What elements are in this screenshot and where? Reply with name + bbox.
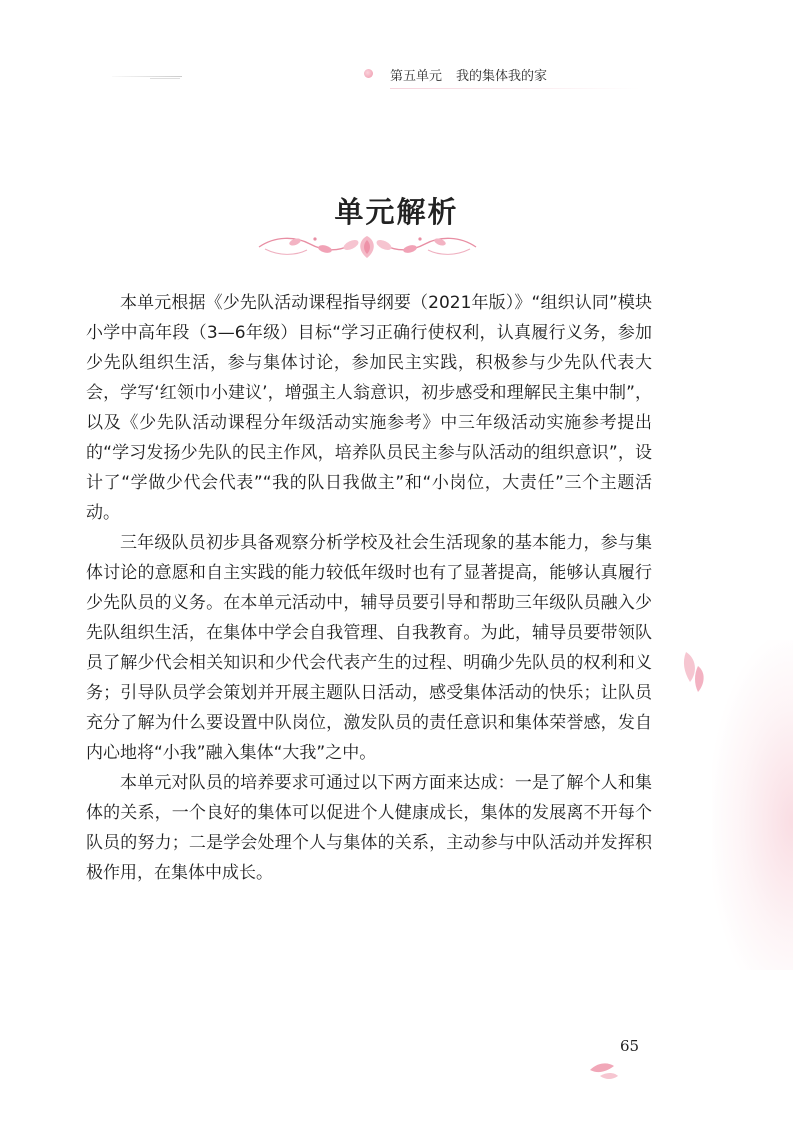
page-number: 65 <box>620 1037 640 1055</box>
side-blush-decoration <box>712 640 793 970</box>
header-unit: 第五单元 <box>390 69 443 84</box>
body-text <box>86 288 652 888</box>
paragraph-2: 三年级队员初步具备观察分析学校及社会生活现象的基本能力，参与集体讨论的意愿和自主实践的能力较低年级时也有了显著提高，能够认真履行少先队员的义务。在本单元活动中，辅导员要引导和帮助三年级队员融入少先队组织生活，在集体中学会自我管理、自我教育。为此，辅导员要带领队员了解少代会相关知识和少代会代表产生的过程、明确少先队员的权利和义务；引导队员学会策划并开展主题队日活动，感受集体活动的快乐；让队员充分了解为什么要设置中队岗位，激发队员的责任意识和集体荣誉感，发自内心地将“小我”融入集体“大我”之中。 <box>86 533 652 763</box>
paragraph-1: 本单元根据《少先队活动课程指导纲要（2021年版）》“组织认同”模块小学中高年段（3—6年级）目标“学习正确行使权利，认真履行义务，参加少先队组织生活，参与集体讨论，参加民主实践，积极参与少先队代表大会，学写‘红领巾小建议’，增强主人翁意识，初步感受和理解民主集中制”，以及《少先队活动课程分年级活动实施参考》中三年级活动实施参考提出的“学习发扬少先队的民主作风，培养队员民主参与队活动的组织意识”，设计了“学做少代会代表”“我的队日我做主”和“小岗位，大责任”三个主题活动。 <box>86 293 652 523</box>
header-text <box>390 65 547 84</box>
header-rule-right <box>390 88 640 89</box>
petal-icon <box>678 648 708 698</box>
paragraph-3: 本单元对队员的培养要求可通过以下两方面来达成：一是了解个人和集体的关系，一个良好的集体可以促进个人健康成长，集体的发展离不开每个队员的努力；二是学会处理个人与集体的关系，主动参与中队活动并发挥积极作用，在集体中成长。 <box>86 773 652 883</box>
header-unit-title: 我的集体我的家 <box>456 69 548 84</box>
header-rule-left <box>112 76 182 77</box>
header-rule-left-short <box>150 78 180 79</box>
petal-bottom-icon <box>586 1054 622 1082</box>
header-flower-dot-icon <box>364 69 373 78</box>
floral-ornament-icon <box>255 230 480 264</box>
running-header <box>0 56 793 92</box>
page-title: 单元解析 <box>334 195 459 229</box>
